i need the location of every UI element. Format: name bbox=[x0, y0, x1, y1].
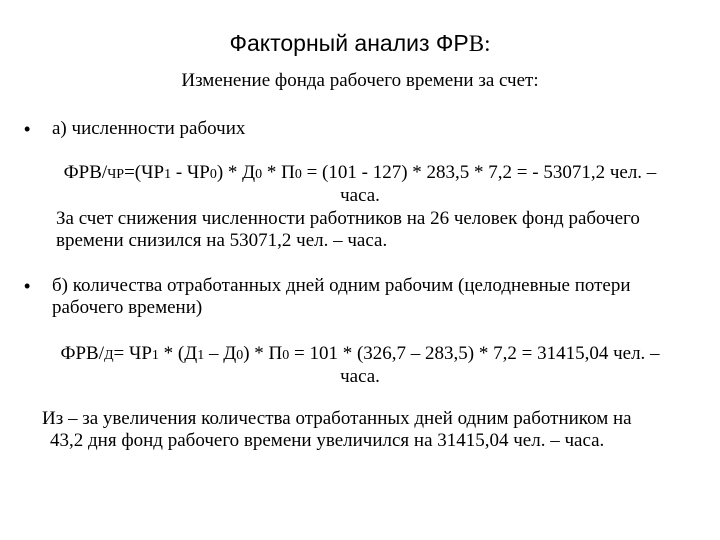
formula-a-line2: часа. bbox=[340, 185, 380, 206]
conclusion-a-line1: За счет снижения численности работников на 26 человек фонд рабочего bbox=[56, 208, 640, 229]
conclusion-a bbox=[56, 208, 706, 252]
conclusion-a-line2: времени снизился на 53071,2 чел. – часа. bbox=[56, 230, 388, 251]
formula-b-line2: часа. bbox=[340, 366, 380, 387]
bullet-text: а) численности рабочих bbox=[52, 118, 246, 139]
bullet-marker: • bbox=[24, 276, 31, 296]
formula-b bbox=[30, 343, 690, 387]
conclusion-b-line2: 43,2 дня фонд рабочего времени увеличился на 31415,04 чел. – часа. bbox=[50, 430, 605, 451]
slide-title bbox=[0, 30, 720, 57]
title-suffix: В: bbox=[468, 31, 491, 56]
bullet-text-line2: рабочего времени) bbox=[52, 297, 203, 318]
formula-b-line1: ФРВ/Д= ЧР1 * (Д1 – Д0) * П0 = 101 * (326,7 – 283,5) * 7,2 = 31415,04 чел. – bbox=[60, 343, 660, 364]
slide-subtitle: Изменение фонда рабочего времени за счет: bbox=[181, 70, 539, 91]
formula-a-line1: ФРВ/ЧР=(ЧР1 - ЧР0) * Д0 * П0 = (101 - 127) * 283,5 * 7,2 = - 53071,2 чел. – bbox=[63, 162, 657, 183]
title-prefix: Факторный анализ ФР bbox=[229, 30, 469, 56]
conclusion-b bbox=[42, 408, 702, 452]
formula-a bbox=[30, 162, 690, 206]
conclusion-b-line1: Из – за увеличения количества отработанных дней одним работником на bbox=[42, 408, 632, 429]
bullet-marker: • bbox=[24, 119, 31, 139]
bullet-text-line1: б) количества отработанных дней одним рабочим (целодневные потери bbox=[52, 275, 631, 296]
